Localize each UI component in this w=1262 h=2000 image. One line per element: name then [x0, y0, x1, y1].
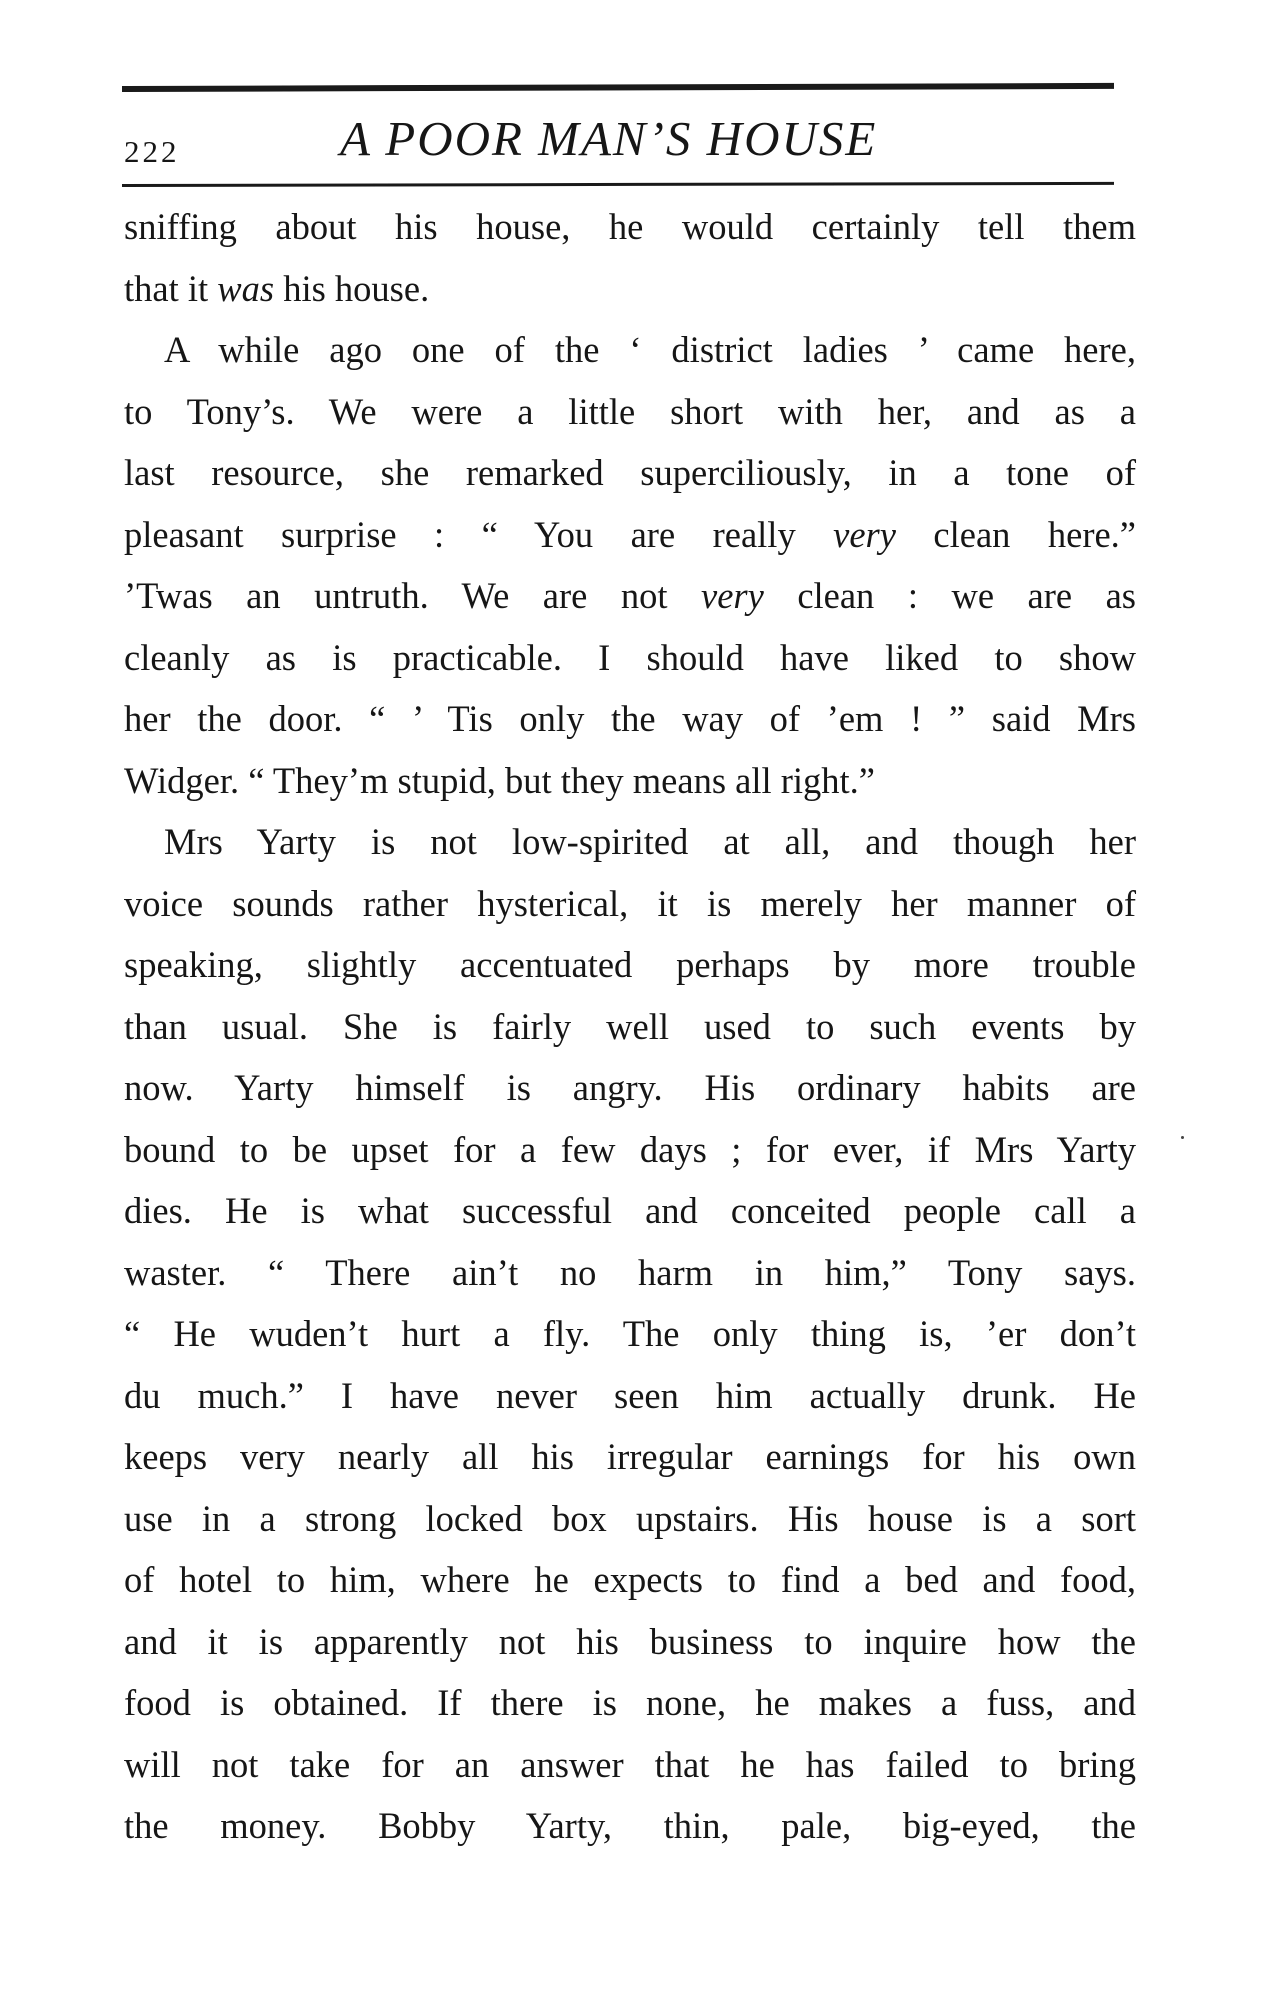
text-line: Mrs Yarty is not low-spirited at all, and though her [164, 821, 1136, 862]
text-line: that it was his house. [124, 267, 430, 309]
page-header [122, 110, 1114, 180]
text-line: speaking, slightly accentuated perhaps by more trouble [124, 944, 1136, 985]
body-text [124, 196, 1136, 1857]
text-line: pleasant surprise : “ You are really very clean here.” [124, 513, 1136, 555]
text-line: her the door. “ ’ Tis only the way of ’em ! ” said Mrs [124, 698, 1136, 739]
text-line: A while ago one of the ‘ district ladies ’ came here, [164, 329, 1136, 370]
text-line: will not take for an answer that he has failed to bring [124, 1743, 1136, 1785]
text-line: food is obtained. If there is none, he makes a fuss, and [124, 1682, 1136, 1723]
text-line: use in a strong locked box upstairs. His house is a sort [124, 1497, 1136, 1539]
text-line: sniffing about his house, he would certainly tell them [124, 206, 1136, 247]
stray-ink-mark [1181, 1136, 1184, 1139]
text-line: “ He wuden’t hurt a fly. The only thing is, ’er don’t [124, 1313, 1136, 1354]
top-rule [122, 83, 1114, 92]
header-rule [122, 182, 1114, 187]
text-line: cleanly as is practicable. I should have liked to show [124, 636, 1136, 678]
text-line: du much.” I have never seen him actually drunk. He [124, 1374, 1136, 1416]
running-title: A POOR MAN’S HOUSE [340, 111, 878, 166]
text-line: Widger. “ They’m stupid, but they means all right.” [124, 759, 876, 801]
text-line: dies. He is what successful and conceited people call a [124, 1190, 1136, 1231]
text-line: to Tony’s. We were a little short with her, and as a [124, 390, 1136, 432]
text-line: now. Yarty himself is angry. His ordinary habits are [124, 1067, 1136, 1108]
text-line: keeps very nearly all his irregular earnings for his own [124, 1436, 1136, 1477]
text-line: than usual. She is fairly well used to such events by [124, 1005, 1136, 1047]
text-line: last resource, she remarked superciliously, in a tone of [124, 452, 1136, 493]
page-number: 222 [124, 134, 180, 169]
text-line: voice sounds rather hysterical, it is merely her manner of [124, 882, 1136, 924]
text-line: waster. “ There ain’t no harm in him,” Tony says. [124, 1251, 1136, 1293]
text-line: ’Twas an untruth. We are not very clean : we are as [124, 575, 1137, 616]
text-line: bound to be upset for a few days ; for ever, if Mrs Yarty [124, 1128, 1136, 1170]
text-line: of hotel to him, where he expects to find a bed and food, [124, 1559, 1136, 1600]
text-line: and it is apparently not his business to inquire how the [124, 1620, 1136, 1662]
text-line: the money. Bobby Yarty, thin, pale, big-eyed, the [124, 1805, 1136, 1846]
